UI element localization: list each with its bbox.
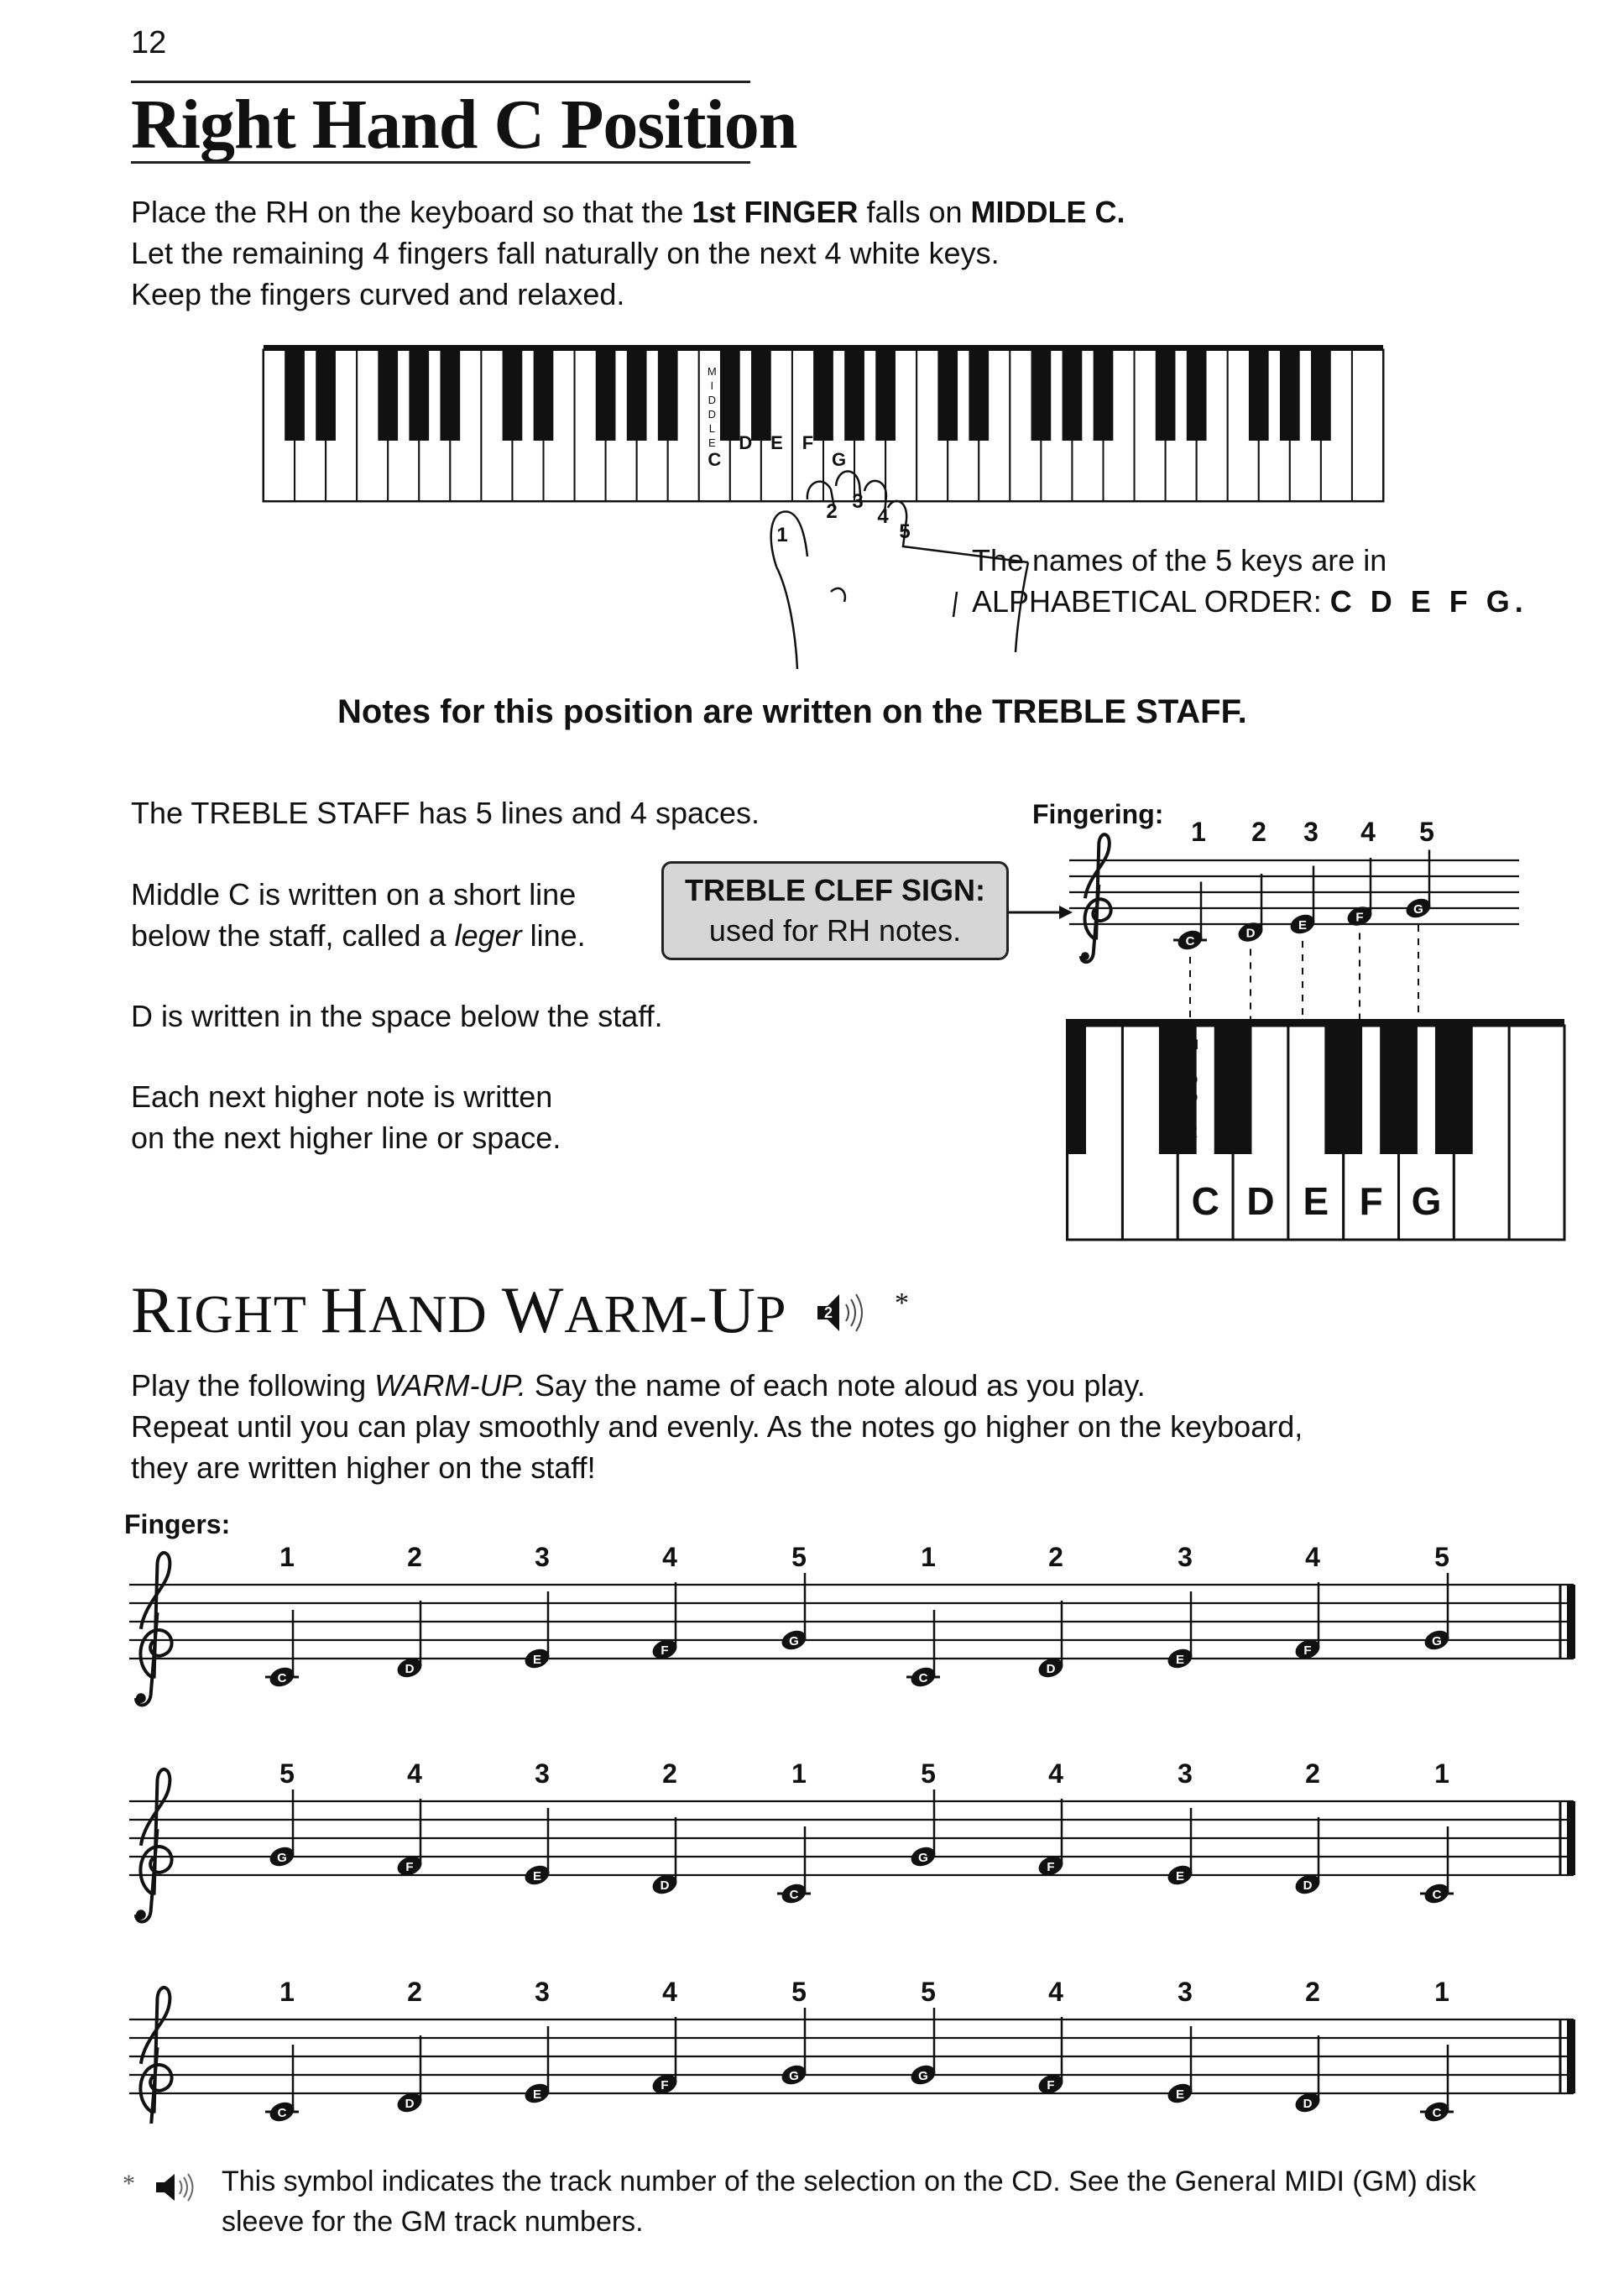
middle-letter: M (707, 365, 717, 378)
note-letter: G (1413, 902, 1423, 917)
warmup-finger-number: 2 (662, 1758, 677, 1789)
black-key (1066, 1026, 1086, 1154)
title-rule-bottom (131, 161, 750, 164)
finger-numbers-row (279, 1977, 1449, 2007)
callout-title: TREBLE CLEF SIGN: (685, 873, 985, 907)
hand-knuckle (953, 592, 957, 617)
black-key (1094, 350, 1114, 441)
black-key (1380, 1026, 1418, 1154)
key-letter: E (1303, 1179, 1329, 1223)
note-letter: E (1175, 2087, 1185, 2102)
warmup-finger-number: 3 (1178, 1542, 1193, 1572)
black-key (503, 350, 523, 441)
key-letter: F (1359, 1179, 1383, 1223)
warmup-finger-number: 5 (791, 1977, 807, 2007)
black-key (1324, 1026, 1362, 1154)
finger-number: 1 (776, 524, 788, 546)
black-key (1214, 1026, 1252, 1154)
note-letter: G (789, 2069, 799, 2083)
fingering-diagram (1066, 814, 1569, 1251)
warmup-finger-number: 2 (1305, 1977, 1320, 2007)
middle-letter: D (1188, 1089, 1198, 1105)
warmup-finger-number: 4 (1048, 1758, 1063, 1789)
middle-letter: I (1190, 1054, 1195, 1070)
black-key (813, 350, 833, 441)
warmup-finger-number: 4 (407, 1758, 422, 1789)
keys-note-line-2: ALPHABETICAL ORDER: C D E F G. (972, 584, 1528, 619)
warmup-finger-number: 3 (1178, 1977, 1193, 2007)
black-key (1063, 350, 1083, 441)
black-key (969, 350, 989, 441)
warmup-finger-number: 1 (279, 1542, 295, 1572)
clef-dot (1081, 952, 1089, 960)
warmup-finger-number: 4 (1305, 1542, 1320, 1572)
title-rule-top (131, 81, 750, 83)
callout-subtitle: used for RH notes. (708, 913, 962, 948)
warmup-finger-number: 3 (1178, 1758, 1193, 1789)
white-key (1352, 350, 1383, 501)
treble-clef-path (136, 1553, 172, 1705)
note-letter: D (1245, 926, 1256, 941)
note-letter: G (277, 1851, 287, 1865)
callout-arrow (1007, 900, 1074, 925)
warmup-finger-number: 2 (1048, 1542, 1063, 1572)
note-letter: F (1303, 1643, 1312, 1658)
note-letter: E (1298, 918, 1308, 933)
intro-line-3: Keep the fingers curved and relaxed. (131, 277, 625, 311)
black-key (844, 350, 864, 441)
staff-info-4 (131, 1076, 561, 1158)
warmup-finger-number: 4 (662, 1542, 677, 1572)
hand-outline (776, 567, 797, 669)
staff-info-2-line-2: below the staff, called a leger line. (131, 918, 586, 953)
staff-info-4-line-2: on the next higher line or space. (131, 1121, 561, 1155)
staff-info-2 (131, 874, 586, 956)
finger-number: 3 (852, 490, 864, 513)
black-key (1435, 1026, 1473, 1154)
note-letter: E (1175, 1653, 1185, 1667)
treble-clef-icon (136, 1553, 172, 1705)
key-letter: D (1246, 1179, 1275, 1223)
note-letter: C (1432, 2106, 1442, 2120)
key-letter: G (831, 449, 847, 470)
warmup-asterisk: * (895, 1288, 909, 1319)
footnote-text (222, 2161, 1476, 2242)
note-letter: E (532, 1869, 542, 1884)
note-letter: C (1432, 1888, 1442, 1902)
warmup-finger-number: 3 (535, 1542, 550, 1572)
warmup-finger-number: 5 (791, 1542, 807, 1572)
clef-dot (136, 1693, 146, 1703)
warmup-finger-number: 1 (921, 1542, 936, 1572)
middle-letter: L (1188, 1107, 1198, 1123)
track-number: 2 (823, 1304, 833, 1321)
warmup-finger-number: 1 (279, 1977, 295, 2007)
staff-info-2-line-1: Middle C is written on a short line (131, 877, 577, 912)
footnote-speaker-icon (154, 2169, 205, 2206)
warmup-finger-number: 1 (1434, 1758, 1449, 1789)
speaker-icon (814, 1288, 873, 1338)
keys-note-line-1: The names of the 5 keys are in (972, 543, 1387, 577)
note-letter: F (661, 2078, 669, 2093)
warmup-line-2: Repeat until you can play smoothly and evenly. As the notes go higher on the keyboard, (131, 1409, 1303, 1444)
black-key (627, 350, 647, 441)
note-letter: E (532, 2087, 542, 2102)
note-letter: G (918, 1851, 928, 1865)
black-key (440, 350, 460, 441)
black-key (937, 350, 958, 441)
warmup-finger-number: 5 (1434, 1542, 1449, 1572)
fingering-numbers (1191, 817, 1434, 847)
keys-note (972, 540, 1528, 622)
clef-dot (136, 1910, 146, 1920)
fingering-number: 1 (1191, 817, 1206, 847)
note-letter: F (661, 1643, 669, 1658)
treble-clef-callout (661, 861, 1009, 960)
music-row (129, 1758, 1575, 1922)
footnote-asterisk: * (123, 2170, 135, 2197)
black-key (1249, 350, 1269, 441)
warmup-title: RIGHT HAND WARM-UP (131, 1273, 787, 1346)
treble-clef-path (1081, 834, 1111, 962)
warmup-finger-number: 1 (791, 1758, 807, 1789)
note-letter: E (532, 1653, 542, 1667)
fingering-number: 2 (1251, 817, 1266, 847)
note-letter: C (277, 1671, 287, 1685)
fingers-label: Fingers: (124, 1509, 231, 1539)
fingering-number: 4 (1360, 817, 1376, 847)
treble-clef-path (136, 1769, 172, 1921)
page-number: 12 (131, 25, 167, 60)
warmup-finger-number: 2 (407, 1977, 422, 2007)
note-letter: F (1355, 910, 1364, 925)
note-letter: G (918, 2069, 928, 2083)
note-letter: C (1185, 934, 1195, 948)
black-key (658, 350, 678, 441)
note-letter: F (1047, 1860, 1055, 1874)
note-letter: D (1046, 1662, 1056, 1676)
warmup-instructions (131, 1365, 1303, 1488)
barline-thick (1567, 2019, 1575, 2093)
key-letter: F (802, 432, 814, 453)
finger-numbers-row (279, 1542, 1449, 1572)
fingering-note (1235, 874, 1266, 945)
warmup-finger-number: 5 (921, 1758, 936, 1789)
black-key (1031, 350, 1052, 441)
note-letter: D (405, 1662, 415, 1676)
warmup-music (117, 1536, 1595, 2124)
key-letter: C (708, 449, 722, 470)
note-letter: C (277, 2106, 287, 2120)
black-key (1311, 350, 1331, 441)
treble-staff-heading: Notes for this position are written on the TREBLE STAFF. (337, 693, 1247, 730)
warmup-finger-number: 4 (1048, 1977, 1063, 2007)
middle-letter: E (1188, 1125, 1198, 1141)
note-letter: D (660, 1878, 670, 1893)
fingering-number: 3 (1303, 817, 1319, 847)
black-key (1280, 350, 1300, 441)
staff-info-3: D is written in the space below the staff. (131, 999, 663, 1033)
fingering-note (1345, 858, 1375, 929)
fingering-notes (1173, 850, 1433, 954)
black-key (534, 350, 554, 441)
warmup-finger-number: 1 (1434, 1977, 1449, 2007)
black-key (378, 350, 398, 441)
warmup-finger-number: 5 (279, 1758, 295, 1789)
middle-letter: D (708, 408, 717, 421)
middle-letter: I (710, 379, 714, 392)
finger-number: 4 (877, 505, 889, 528)
warmup-finger-number: 4 (662, 1977, 677, 2007)
warmup-finger-number: 3 (535, 1758, 550, 1789)
warmup-line-3: they are written higher on the staff! (131, 1450, 596, 1485)
staff-info-4-line-1: Each next higher note is written (131, 1079, 553, 1114)
music-row (129, 1542, 1575, 1706)
key-letter: D (739, 432, 753, 453)
middle-letter: D (1188, 1072, 1198, 1088)
intro-line-1: Place the RH on the keyboard so that the 1st FINGER falls on MIDDLE C. (131, 195, 1125, 229)
black-key (751, 350, 771, 441)
hand-knuckle (831, 588, 845, 602)
finger-number: 2 (826, 500, 838, 523)
warmup-finger-number: 2 (407, 1542, 422, 1572)
intro-paragraph (131, 191, 1125, 315)
note-letter: D (1303, 1878, 1313, 1893)
middle-letter: E (708, 436, 716, 449)
key-letter: G (1411, 1179, 1442, 1223)
key-letter: E (770, 432, 783, 453)
black-key (875, 350, 896, 441)
treble-clef-icon (1081, 834, 1111, 962)
page-title: Right Hand C Position (131, 86, 797, 164)
black-key (720, 350, 740, 441)
note-letter: D (405, 2097, 415, 2111)
black-key (316, 350, 336, 441)
music-row (129, 1977, 1575, 2124)
treble-clef-icon (136, 1769, 172, 1921)
warmup-finger-number: 2 (1305, 1758, 1320, 1789)
finger-numbers-row (279, 1758, 1449, 1789)
note-letter: F (1047, 2078, 1055, 2093)
middle-letter: M (1187, 1037, 1199, 1053)
finger-number: 5 (899, 520, 911, 543)
barline-thick (1567, 1585, 1575, 1659)
black-key (409, 350, 429, 441)
warmup-finger-number: 3 (535, 1977, 550, 2007)
white-key (1509, 1026, 1564, 1240)
footnote-line-2: sleeve for the GM track numbers. (222, 2206, 644, 2238)
keyboard-diagram-hand (252, 340, 1410, 676)
warmup-line-1: Play the following WARM-UP. Say the name of each note aloud as you play. (131, 1368, 1146, 1403)
black-key (1156, 350, 1176, 441)
black-key (596, 350, 616, 441)
note-letter: E (1175, 1869, 1185, 1884)
black-key (1187, 350, 1207, 441)
middle-letter: L (708, 422, 715, 435)
barline-thick (1567, 1801, 1575, 1875)
warmup-finger-number: 5 (921, 1977, 936, 2007)
intro-line-2: Let the remaining 4 fingers fall naturally on the next 4 white keys. (131, 236, 1000, 270)
note-letter: D (1303, 2097, 1313, 2111)
fingering-label: Fingering: (1032, 799, 1164, 829)
middle-letter: D (708, 394, 717, 406)
note-letter: G (1432, 1634, 1442, 1648)
black-key (285, 350, 305, 441)
key-letter: C (1191, 1179, 1219, 1223)
note-letter: F (405, 1860, 414, 1874)
footnote-line-1: This symbol indicates the track number of the selection on the CD. See the General MIDI (GM) disk (222, 2166, 1476, 2197)
fingering-number: 5 (1419, 817, 1434, 847)
note-letter: C (918, 1671, 928, 1685)
staff-info-1: The TREBLE STAFF has 5 lines and 4 spaces. (131, 796, 760, 830)
note-letter: C (789, 1888, 799, 1902)
note-letter: G (789, 1634, 799, 1648)
